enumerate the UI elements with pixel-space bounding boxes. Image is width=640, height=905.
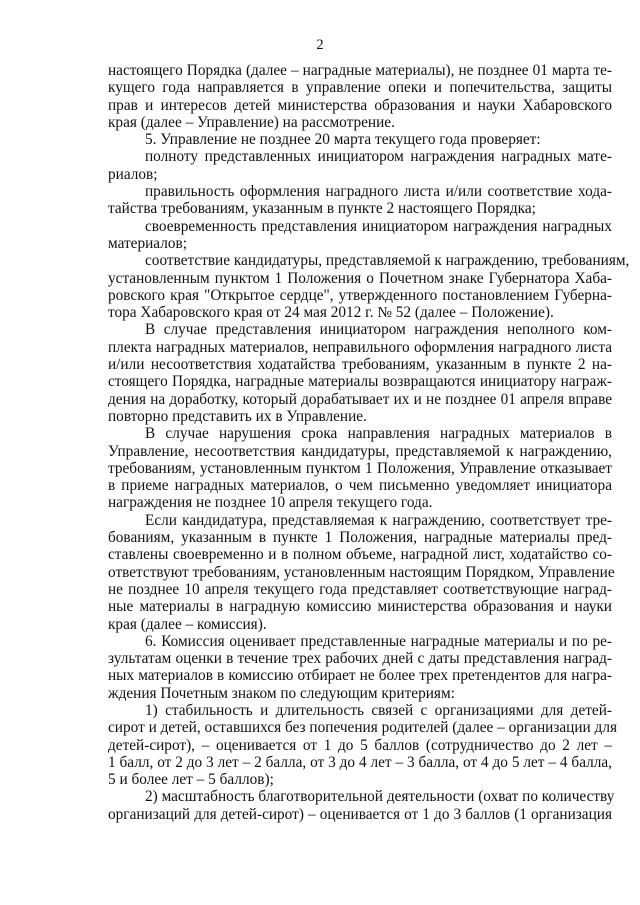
- text-line: Если кандидатура, представляемая к награждению, соответствует тре-: [145, 511, 612, 529]
- text-line: ных материалов в комиссию отбирает не более трех претендентов для награ-: [108, 667, 612, 685]
- text-line: не позднее 10 апреля текущего года представляет соответствующие наград-: [108, 580, 612, 598]
- text-line: Управление, несоответствия кандидатуры, представляемой к награждению,: [108, 442, 612, 460]
- text-line: 6. Комиссия оценивает представленные наградные материалы и по ре-: [145, 632, 612, 650]
- text-line: повторно представить их в Управление.: [108, 407, 367, 425]
- text-line: ждения Почетным знаком по следующим критериям:: [108, 684, 455, 702]
- text-line: правильность оформления наградного листа и/или соответствие хода-: [145, 183, 612, 201]
- text-line: стоящего Порядка, наградные материалы возвращаются инициатору награж-: [108, 373, 612, 391]
- text-line: требованиям, установленным пунктом 1 Положения, Управление отказывает: [108, 459, 612, 477]
- text-line: края (далее – Управление) на рассмотрение.: [108, 113, 395, 131]
- text-line: плекта наградных материалов, неправильного оформления наградного листа: [108, 338, 612, 356]
- page-number: 2: [316, 37, 324, 53]
- text-line: в приеме наградных материалов, о чем письменно уведомляет инициатора: [108, 477, 612, 495]
- text-line: риалов;: [108, 165, 158, 183]
- text-line: награждения не позднее 10 апреля текущего года.: [108, 494, 433, 512]
- text-line: полноту представленных инициатором награждения наградных мате-: [145, 148, 612, 166]
- text-line: зультатам оценки в течение трех рабочих дней с даты представления наград-: [108, 650, 612, 668]
- text-line: ные материалы в наградную комиссию министерства образования и науки: [108, 598, 612, 616]
- text-line: тайства требованиям, указанным в пункте 2 настоящего Порядка;: [108, 200, 536, 218]
- text-line: бованиям, указанным в пункте 1 Положения, наградные материалы пред-: [108, 529, 612, 547]
- text-line: кущего года направляется в управление опеки и попечительства, защиты: [108, 79, 612, 97]
- text-line: настоящего Порядка (далее – наградные материалы), не позднее 01 марта те-: [108, 62, 612, 79]
- text-line: установленным пунктом 1 Положения о Почетном знаке Губернатора Хаба-: [108, 269, 612, 287]
- text-line: детей-сирот), – оценивается от 1 до 5 баллов (сотрудничество до 2 лет –: [108, 736, 612, 754]
- text-line: соответствие кандидатуры, представляемой к награждению, требованиям,: [145, 252, 630, 270]
- text-line: прав и интересов детей министерства образования и науки Хабаровского: [108, 96, 612, 114]
- text-line: сирот и детей, оставшихся без попечения родителей (далее – организации для: [108, 719, 618, 737]
- text-line: ответствуют требованиям, установленным настоящим Порядком, Управление: [108, 563, 615, 581]
- text-line: материалов;: [108, 234, 187, 252]
- text-line: В случае представления инициатором награждения неполного ком-: [145, 321, 612, 339]
- text-line: и/или несоответствия ходатайства требованиям, указанным в пункте 2 на-: [108, 356, 612, 374]
- text-line: 5 и более лет – 5 баллов);: [108, 771, 274, 789]
- document-body: [108, 62, 630, 823]
- text-line: тора Хабаровского края от 24 мая 2012 г. № 52 (далее – Положение).: [108, 304, 554, 322]
- text-line: 1 балл, от 2 до 3 лет – 2 балла, от 3 до 4 лет – 3 балла, от 4 до 5 лет – 4 балла,: [108, 753, 612, 771]
- text-line: организаций для детей-сирот) – оценивается от 1 до 3 баллов (1 организация: [108, 805, 612, 823]
- text-line: края (далее – комиссия).: [108, 615, 267, 633]
- text-line: 2) масштабность благотворительной деятельности (охват по количеству: [145, 788, 615, 806]
- text-line: ставлены своевременно и в полном объеме, наградной лист, ходатайство со-: [108, 546, 612, 564]
- text-line: 5. Управление не позднее 20 марта текущего года проверяет:: [145, 131, 541, 149]
- text-line: 1) стабильность и длительность связей с организациями для детей-: [145, 701, 612, 719]
- text-line: В случае нарушения срока направления наградных материалов в: [145, 425, 612, 443]
- text-line: дения на доработку, который дорабатывает их и не позднее 01 апреля вправе: [108, 390, 612, 408]
- text-line: своевременность представления инициатором награждения наградных: [145, 217, 612, 235]
- text-line: ровского края "Открытое сердце", утвержденного постановлением Губерна-: [108, 286, 612, 304]
